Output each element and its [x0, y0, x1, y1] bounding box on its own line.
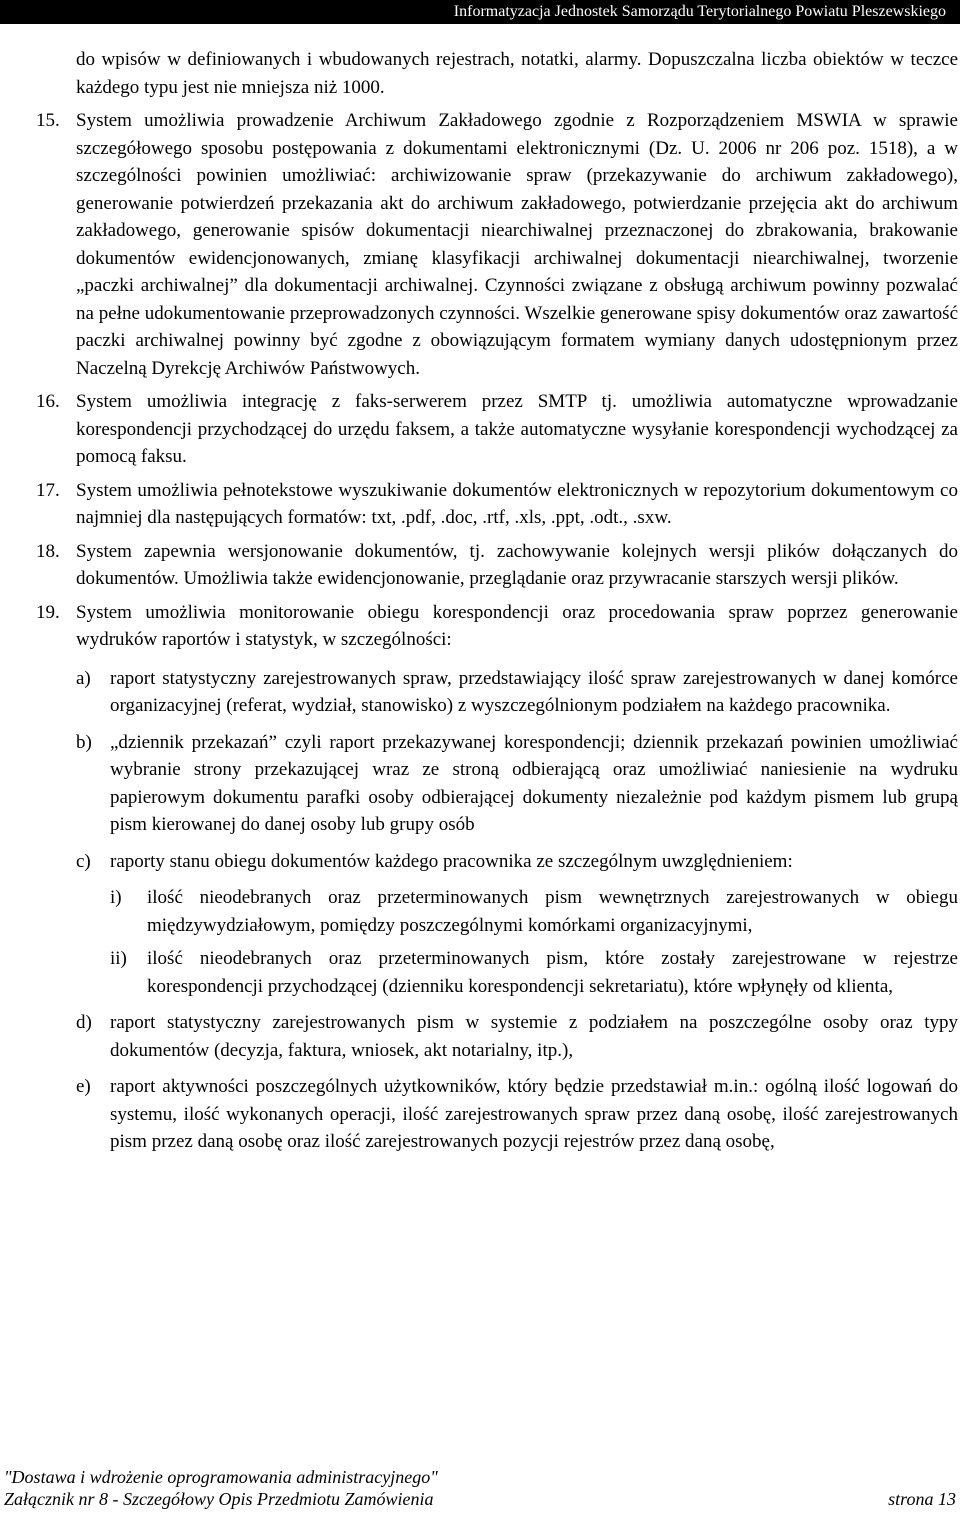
sub-list [76, 665, 958, 1156]
list-item-16 [36, 388, 958, 471]
sub-item-c [76, 848, 958, 1001]
subsub-item-ii [110, 945, 958, 1000]
sub-item-label: c) [76, 850, 91, 872]
footer-project-title: "Dostawa i wdrożenie oprogramowania administracyjnego" [4, 1467, 438, 1487]
header-title: Informatyzacja Jednostek Samorządu Terytorialnego Powiatu Pleszewskiego [453, 3, 946, 20]
sub-item-label: e) [76, 1076, 91, 1097]
footer-attachment-title: Załącznik nr 8 - Szczegółowy Opis Przedmiotu Zamówienia [4, 1489, 434, 1509]
page-header-band [0, 0, 960, 24]
item-text: System umożliwia monitorowanie obiegu korespondencji oraz procedowania spraw poprzez generowanie wydruków raportów i statystyk, w szczególności: [76, 601, 958, 650]
document-body [36, 46, 958, 1165]
list-item-19 [36, 599, 958, 1156]
item-number: 16. [36, 391, 60, 412]
subsub-item-label: i) [110, 887, 122, 908]
subsub-list [110, 884, 958, 1000]
list-item-17 [36, 477, 958, 532]
sub-item-label: a) [76, 667, 91, 689]
subsub-item-text: ilość nieodebranych oraz przeterminowanych pism wewnętrznych zarejestrowanych w obiegu międzywydziałowym, pomiędzy poszczególnymi komórkami organizacyjnymi, [147, 887, 958, 936]
item-number: 19. [36, 601, 60, 623]
list-item-18 [36, 538, 958, 593]
sub-item-e [76, 1073, 958, 1156]
subsub-item-i [110, 884, 958, 939]
item-text: System zapewnia wersjonowanie dokumentów, tj. zachowywanie kolejnych wersji plików dołączanych do dokumentów. Umożliwia także ewidencjonowanie, przeglądanie oraz przywracanie starszych wersji plików. [76, 540, 958, 589]
sub-item-b [76, 729, 958, 839]
sub-item-text: „dziennik przekazań” czyli raport przekazywanej korespondencji; dziennik przekazań powinien umożliwiać wybranie strony przekazującej wraz ze stroną odbierającą oraz umożliwiać naniesienie na wydruku papierowym dokumentu parafki osoby odbierającej dokumenty niezależnie pod każdym pismem lub grupą pism kierowanej do danej osoby lub grupy osób [110, 731, 958, 835]
subsub-item-text: ilość nieodebranych oraz przeterminowanych pism, które zostały zarejestrowane w rejestrze korespondencji przychodzącej (dzienniku korespondencji sekretariatu), które wpłynęły od klienta, [147, 948, 958, 997]
item-text: System umożliwia integrację z faks-serwerem przez SMTP tj. umożliwia automatyczne wprowadzanie korespondencji przychodzącej do urzędu faksem, a także automatyczne wysyłanie korespondencji wychodzącej za pomocą faksu. [76, 391, 958, 467]
sub-item-text: raporty stanu obiegu dokumentów każdego pracownika ze szczególnym uwzględnieniem: [110, 850, 793, 872]
list-item-15 [36, 107, 958, 382]
page-footer [4, 1466, 956, 1510]
item-number: 17. [36, 479, 60, 501]
page-number: strona 13 [888, 1489, 956, 1509]
sub-item-text: raport statystyczny zarejestrowanych spraw, przedstawiający ilość spraw zarejestrowanych w danej komórce organizacyjnej (referat, wydział, stanowisko) z wyszczególnionym podziałem na każdego pracownika. [110, 667, 958, 716]
sub-item-label: d) [76, 1012, 92, 1033]
sub-item-a [76, 665, 958, 720]
item-text: System umożliwia prowadzenie Archiwum Zakładowego zgodnie z Rozporządzeniem MSWIA w sprawie szczegółowego sposobu postępowania z dokumentami elektronicznymi (Dz. U. 2006 nr 206 poz. 1518), a w szczególności powinien umożliwiać: archiwizowanie spraw (przekazywanie do archiwum zakładowego), generowanie potwierdzeń przekazania akt do archiwum zakładowego, potwierdzanie przejęcia akt do archiwum zakładowego, generowanie spisów dokumentacji niearchiwalnej przeznaczonej do zbrakowania, brakowanie dokumentów ewidencjonowanych, zmianę klasyfikacji archiwalnej dokumentacji niearchiwalnej, tworzenie „paczki archiwalnej” dla dokumentacji archiwalnej. Czynności związane z obsługą archiwum powinny pozwalać na pełne udokumentowanie przeprowadzonych czynności. Wszelkie generowane spisy dokumentów oraz zawartość paczki archiwalnej powinny być zgodne z obowiązującym formatem wymiany danych udostępnionym przez Naczelną Dyrekcję Archiwów Państwowych. [76, 110, 958, 379]
item-text: System umożliwia pełnotekstowe wyszukiwanie dokumentów elektronicznych w repozytorium dokumentowym co najmniej dla następujących formatów: txt, .pdf, .doc, .rtf, .xls, .ppt, .odt., .sxw. [76, 479, 958, 528]
footer-line [4, 1488, 956, 1510]
item-number: 15. [36, 110, 60, 131]
sub-item-text: raport statystyczny zarejestrowanych pism w systemie z podziałem na poszczególne osoby oraz typy dokumentów (decyzja, faktura, wniosek, akt notarialny, itp.), [110, 1012, 958, 1061]
sub-item-d [76, 1009, 958, 1064]
sub-item-text: raport aktywności poszczególnych użytkowników, który będzie przedstawiał m.in.: ogólną ilość logowań do systemu, ilość wykonanych operacji, ilość zarejestrowanych spraw przez daną osobę, ilość zarejestrowanych pism przez daną osobę oraz ilość zarejestrowanych pozycji rejestrów przez daną osobę, [110, 1076, 958, 1152]
subsub-item-label: ii) [110, 948, 127, 969]
intro-paragraph: do wpisów w definiowanych i wbudowanych rejestrach, notatki, alarmy. Dopuszczalna liczba obiektów w teczce każdego typu jest nie mniejsza niż 1000. [76, 49, 958, 98]
item-number: 18. [36, 540, 60, 562]
sub-item-label: b) [76, 731, 92, 753]
